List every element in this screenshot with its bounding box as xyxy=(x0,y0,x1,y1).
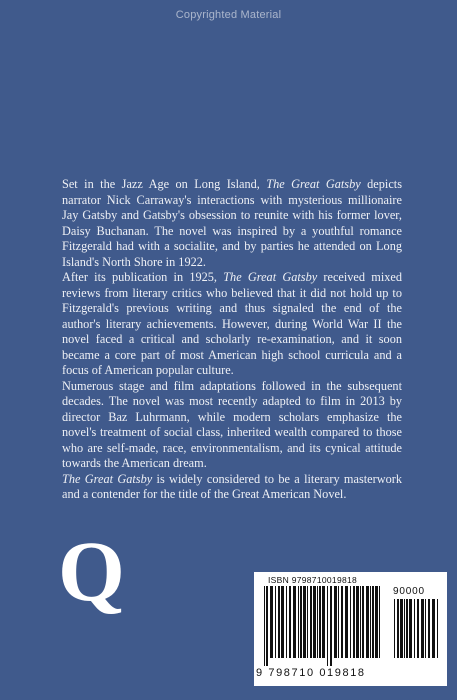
price-code: 90000 xyxy=(393,586,425,597)
barcode-bar xyxy=(307,586,308,658)
barcode-bar xyxy=(266,586,268,666)
barcode-bar xyxy=(345,586,348,658)
barcode-bar xyxy=(428,599,430,658)
barcode-bar xyxy=(289,586,291,658)
barcode-bar xyxy=(432,599,435,658)
barcode-bar xyxy=(278,586,280,658)
barcode-bar xyxy=(379,586,380,658)
copyright-watermark: Copyrighted Material xyxy=(175,9,282,21)
barcode-bar xyxy=(437,599,438,658)
barcode-bar xyxy=(360,586,361,658)
barcode-bar xyxy=(421,599,424,658)
barcode-bar xyxy=(341,586,343,658)
barcode-bar xyxy=(350,586,351,658)
barcode-bar xyxy=(264,586,265,666)
barcode-bar xyxy=(334,586,337,658)
barcode-bar xyxy=(303,586,306,658)
barcode-bar xyxy=(310,586,312,658)
publisher-logo: Q xyxy=(58,523,125,619)
barcode-bar xyxy=(275,586,276,658)
barcode-bar xyxy=(319,586,321,658)
barcode-bar xyxy=(362,586,364,658)
barcode-bar xyxy=(400,599,403,658)
barcode-bar xyxy=(330,586,332,666)
barcode-bar xyxy=(353,586,355,658)
barcode-bar xyxy=(414,599,415,658)
barcode-bar xyxy=(356,586,359,658)
barcode-bar xyxy=(327,586,328,666)
barcode-digits: 9 798710 019818 xyxy=(256,667,366,679)
barcode-bar xyxy=(366,586,369,658)
barcode-panel xyxy=(254,572,447,686)
blurb-paragraph-1: Set in the Jazz Age on Long Island, The Great Gatsby depicts narrator Nick Carraway's interactions with mysterious millionaire Jay Gatsby and Gatsby's obsession to reunite with his former lover, Daisy Buchanan. The novel was inspired by a youthful romance Fitzgerald had with a socialite, and by parties he attended on Long Island's North Shore in 1922. xyxy=(62,177,402,269)
barcode-bar xyxy=(322,586,325,658)
addon-barcode xyxy=(394,599,440,666)
barcode-bar xyxy=(417,599,419,658)
barcode-bar xyxy=(317,586,318,658)
barcode-bar xyxy=(425,599,426,658)
barcode-bar xyxy=(286,586,287,658)
blurb-paragraph-4: The Great Gatsby is widely considered to be a literary masterwork and a contender for the title of the Great American Novel. xyxy=(62,471,402,501)
isbn-label: ISBN 9798710019818 xyxy=(268,575,358,585)
barcode-bar xyxy=(406,599,408,658)
barcode-bar xyxy=(375,586,378,658)
barcode-bar xyxy=(293,586,296,658)
back-cover-blurb xyxy=(62,177,402,503)
barcode-bar xyxy=(370,586,371,658)
barcode-bar xyxy=(409,599,412,658)
barcode-bar xyxy=(270,586,273,658)
blurb-paragraph-3: Numerous stage and film adaptations followed in the subsequent decades. The novel was most recently adapted to film in 2013 by director Baz Luhrmann, while modern scholars emphasize the novel's treatment of social class, inherited wealth compared to those who are self-made, race, environmentalism, and its cynical attitude towards the American dream. xyxy=(62,378,402,470)
barcode-bar xyxy=(397,599,399,658)
barcode-bar xyxy=(281,586,284,658)
barcode-bar xyxy=(298,586,299,658)
barcode-bar xyxy=(394,599,395,658)
barcode-bar xyxy=(372,586,374,658)
barcode-bar xyxy=(338,586,339,658)
barcode-bar xyxy=(404,599,405,658)
barcode-bar xyxy=(313,586,316,658)
ean-barcode xyxy=(264,586,384,666)
barcode-bar xyxy=(300,586,302,658)
blurb-paragraph-2: After its publication in 1925, The Great Gatsby received mixed reviews from literary critics who believed that it did not hold up to Fitzgerald's previous writing and thus signaled the end of the author's literary achievements. However, during World War II the novel faced a critical and scholarly re-examination, and it soon became a core part of most American high school curricula and a focus of American popular culture. xyxy=(62,270,402,377)
